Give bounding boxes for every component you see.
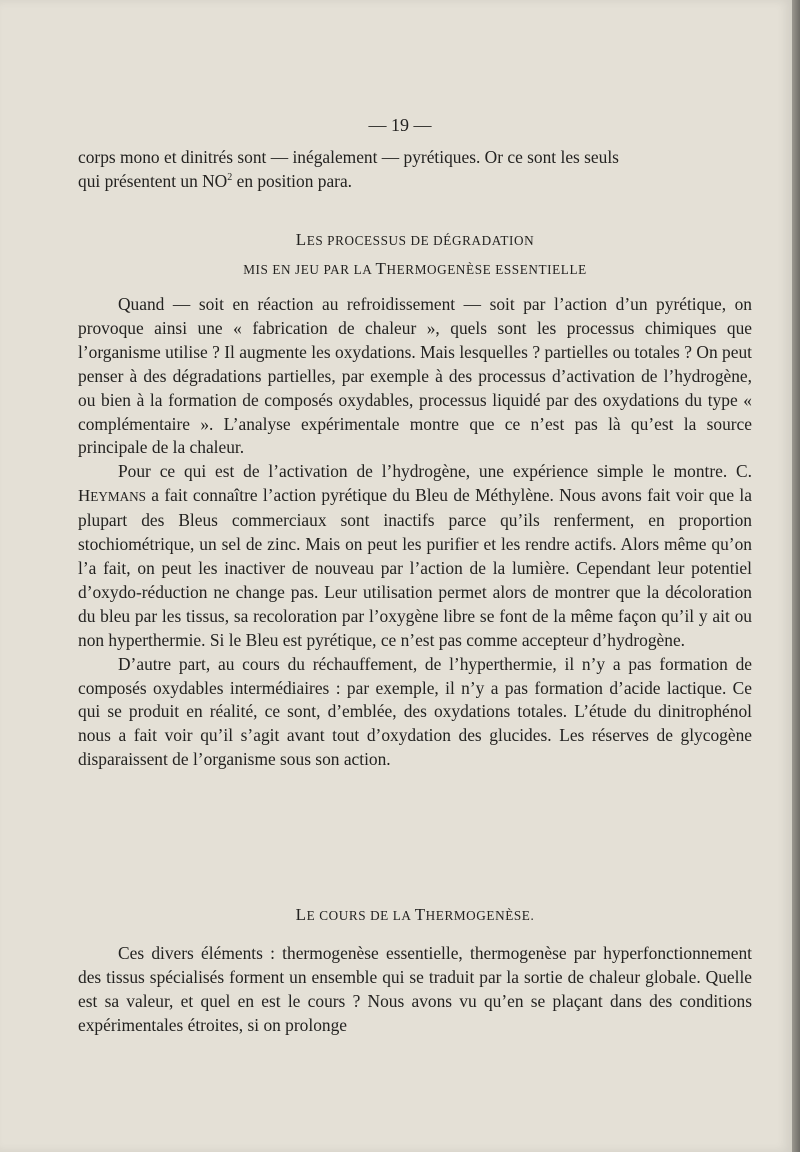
superscript: 2 — [227, 172, 233, 184]
body-section-1 — [78, 293, 752, 772]
heading-line-1: LES PROCESSUS DE DÉGRADATION — [295, 230, 535, 249]
intro-paragraph — [78, 146, 752, 194]
paragraph-3: D’autre part, au cours du réchauffement, de l’hyperthermie, il n’y a pas formation de composés oxydables intermédiaires : par exemple, il n’y a pas formation d’acide lactique. Ce qui se produit en réalité, ce sont, d’emblée, des oxydations totales. L’étude du dinitrophénol nous a fait voir qu’il s’agit avant tout d’oxydation des glucides. Les réserves de glycogène disparaissent de l’organisme sous son action. — [78, 653, 752, 770]
paragraph-1: Quand — soit en réaction au refroidissement — soit par l’action d’un pyrétique, on provoque ainsi une « fabrication de chaleur », quels sont les processus chimiques que l’organisme utilise ? Il augmente les oxydations. Mais lesquelles ? partielles ou totales ? On peut penser à des dégradations partielles, par exemple à des processus d’activation de l’hydrogène, ou bien à la formation de composés oxydables, processus liquidé par des oxydations du type « complémentaire ». L’analyse expérimentale montre que ce n’est pas là qu’est la source principale de la chaleur. — [78, 294, 752, 458]
page-number: — 19 — — [368, 115, 432, 135]
page-edge — [792, 0, 800, 1152]
intro-line-2: qui présentent un $NO^2$ en position para. — [78, 170, 353, 191]
body-section-2 — [78, 942, 752, 1038]
paragraph-2: Pour ce qui est de l’activation de l’hydrogène, une expérience simple le montre. C. HEYMANS a fait connaître l’action pyrétique du Bleu de Méthylène. Nous avons fait voir que la plupart des Bleus commerciaux sont inactifs parce qu’ils renferment, en proportion stochiométrique, un sel de zinc. Mais on peut les purifier et les rendre actifs. Alors même qu’on l’a fait, on peut les inactiver de nouveau par l’action de la lumière. Cependant leur potentiel d’oxydo-réduction ne change pas. Leur utilisation permet alors de montrer que la décoloration du bleu par les tissus, sa recoloration par l’oxygène libre se font de la même façon qu’il y ait ou non hyperthermie. Si le Bleu est pyrétique, ce n’est pas comme accepteur d’hydrogène. — [78, 461, 752, 650]
section-heading-degradation — [78, 228, 752, 282]
intro-line-1: corps mono et dinitrés sont — inégalement — pyrétiques. Or ce sont les seuls — [78, 147, 619, 167]
section-heading-cours: LE COURS DE LA THERMOGENÈSE. — [295, 905, 535, 924]
heading-line-2: MIS EN JEU PAR LA THERMOGENÈSE ESSENTIELLE — [243, 258, 587, 278]
paragraph-4: Ces divers éléments : thermogenèse essentielle, thermogenèse par hyperfonctionnement des tissus spécialisés forment un ensemble qui se traduit par la sortie de chaleur globale. Quelle est sa valeur, et quel en est le cours ? Nous avons vu qu’en se plaçant dans des conditions expérimentales étroites, si on prolonge — [78, 943, 752, 1035]
